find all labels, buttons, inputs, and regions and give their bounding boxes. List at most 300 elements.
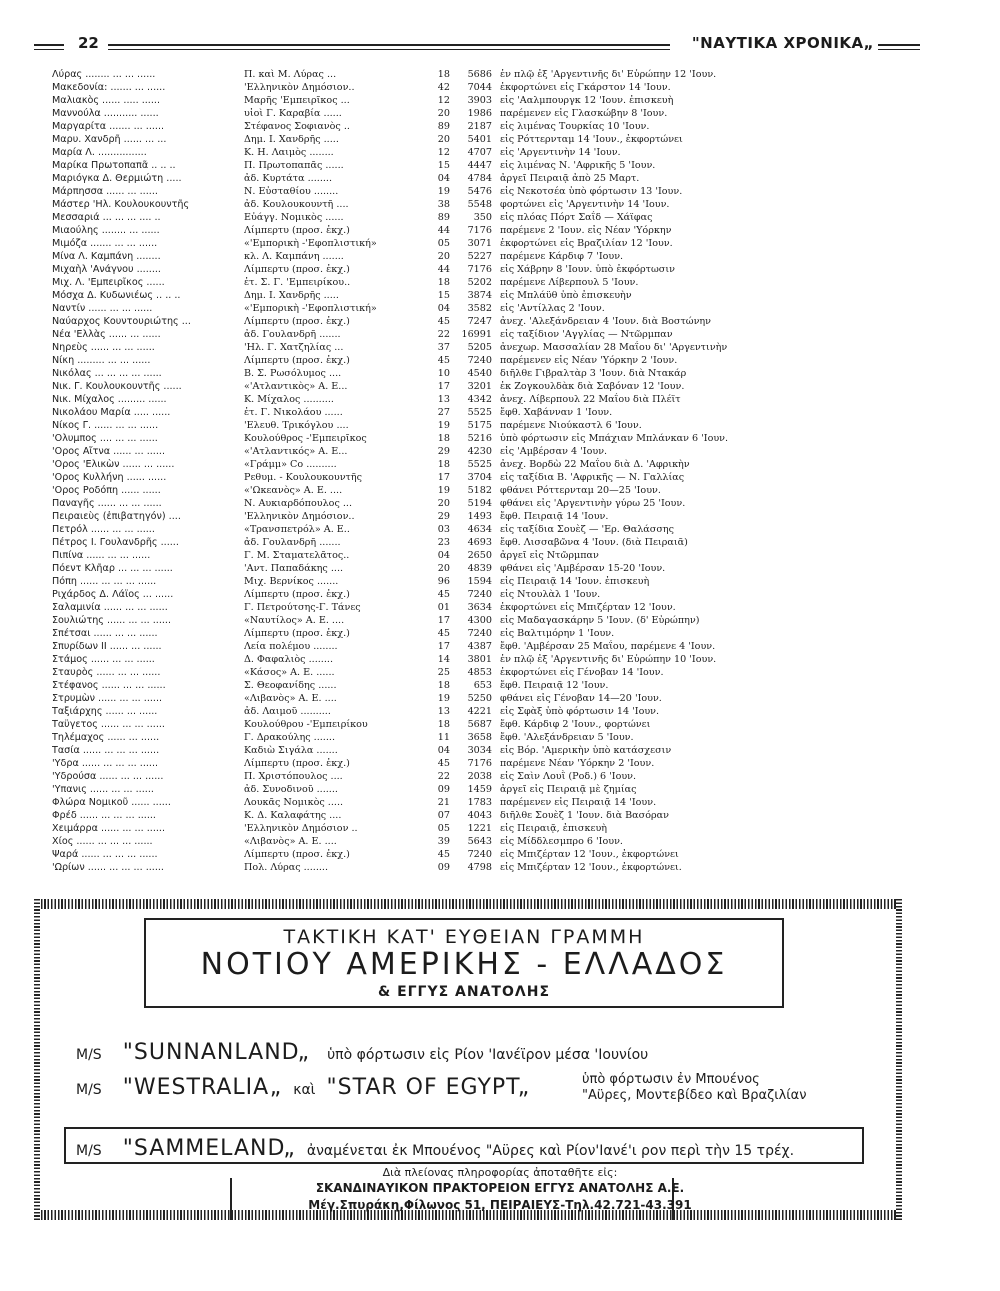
ship-position: φθάνει Ρόττερνταμ 20—25 'Ιουν. <box>500 485 661 496</box>
header-rule-middle <box>108 44 670 46</box>
ship-year: 25 <box>437 667 450 678</box>
ship-year: 20 <box>437 563 450 574</box>
info-line: Διὰ πλείονας πληροφορίας ἀποταθῆτε εἰς: <box>382 1166 618 1179</box>
ship-name: Τηλέμαχος ...... ... ...... <box>52 732 160 743</box>
ship-tonnage: 5525 <box>467 407 492 418</box>
ship-year: 29 <box>437 446 450 457</box>
ship-position: ἐκ Ζογκουλδὰκ διὰ Σαβόναν 12 'Ιουν. <box>500 381 685 392</box>
table-row <box>52 237 922 250</box>
ship-position: εἰς Μίδδλεσμπρο 6 'Ιουν. <box>500 836 623 847</box>
table-row <box>52 744 922 757</box>
ship-owner: Εὐάγγ. Νομικὸς ...... <box>244 212 344 223</box>
ship-position: ἔφθ. 'Αμβέρσαν 25 Μαΐου, παρέμενε 4 'Ιουν. <box>500 641 716 652</box>
table-row <box>52 172 922 185</box>
ship-name: Μαρίκα Πρωτοπαπᾶ .. .. .. <box>52 160 176 171</box>
ship-position: εἰς Βόρ. 'Αμερικὴν ὑπὸ κατάσχεσιν <box>500 745 672 756</box>
ad-ship-2-description <box>582 1072 807 1104</box>
ship-tonnage: 4221 <box>467 706 492 717</box>
ship-tonnage: 4693 <box>467 537 492 548</box>
ship-tonnage: 3801 <box>467 654 492 665</box>
table-row <box>52 159 922 172</box>
ship-year: 19 <box>437 420 450 431</box>
ship-name: Χειμάρρα ...... ... ... ...... <box>52 823 166 834</box>
table-row <box>52 289 922 302</box>
table-row <box>52 523 922 536</box>
ship-owner: Ν. Εὐσταθίου ........ <box>244 186 339 197</box>
ship-year: 45 <box>437 849 450 860</box>
ship-position: παρέμενεν εἰς Πειραιᾷ 14 'Ιουν. <box>500 797 657 808</box>
ship-owner: «Γράμμ» Co .......... <box>244 459 337 470</box>
table-row <box>52 146 922 159</box>
ship-year: 20 <box>437 251 450 262</box>
ship-position: εἰς Μαδαγασκάρην 5 'Ιουν. (δ' Εὐρώπην) <box>500 615 700 626</box>
ship-description: ἀναμένεται ἐκ Μπουένος "Αϋρες καὶ Ρίον'Ιανέ'ι ρον περὶ τὴν 15 τρέχ. <box>306 1143 795 1159</box>
ship-owner: 'Ελληνικὸν Δημόσιον.. <box>244 82 355 93</box>
advertisement-title-box <box>144 918 784 1008</box>
ship-position: ἀνεχ. Λίβερπουλ 22 Μαΐου διὰ Πλέϊτ <box>500 394 681 405</box>
table-row <box>52 224 922 237</box>
ship-owner: Λίμπερτυ (προσ. ἐκχ.) <box>244 628 350 639</box>
header-rule-right-thin <box>878 49 920 50</box>
ship-year: 18 <box>437 433 450 444</box>
ship-year: 44 <box>437 225 450 236</box>
ship-year: 18 <box>437 69 450 80</box>
ship-name: Πειραιεὺς (ἐπιβατηγόν) .... <box>52 511 181 522</box>
ship-owner: «Λιβανὸς» Α. Ε. .... <box>244 693 337 704</box>
ship-position: εἰς Σαὶν Λουῒ (Ροδ.) 6 'Ιουν. <box>500 771 637 782</box>
ship-year: 05 <box>437 823 450 834</box>
ship-tonnage: 4784 <box>467 173 492 184</box>
table-row <box>52 588 922 601</box>
ship-owner: Στέφανος Σοφιανὸς .. <box>244 121 350 132</box>
ship-year: 04 <box>437 745 450 756</box>
ship-year: 19 <box>437 693 450 704</box>
ship-name: Μαριόγκα Δ. Θερμιώτη ..... <box>52 173 182 184</box>
header-rule-left-thin <box>34 49 64 50</box>
ship-owner: «Τρανσπετρόλ» Α. Ε.. <box>244 524 350 535</box>
ship-tonnage: 5227 <box>467 251 492 262</box>
ship-year: 44 <box>437 264 450 275</box>
ship-year: 21 <box>437 797 450 808</box>
ship-owner: Κ. Δ. Καλαφάτης .... <box>244 810 342 821</box>
table-row <box>52 822 922 835</box>
ship-position: ὑπὸ φόρτωσιν εἰς Μπάχιαν Μπλάνκαν 6 'Ιουν. <box>500 433 729 444</box>
table-row <box>52 653 922 666</box>
table-row <box>52 107 922 120</box>
ship-year: 29 <box>437 511 450 522</box>
ship-year: 01 <box>437 602 450 613</box>
ship-name: Ναντίν ...... ... ... ...... <box>52 303 153 314</box>
table-row <box>52 861 922 874</box>
ship-tonnage: 4634 <box>467 524 492 535</box>
ship-year: 04 <box>437 550 450 561</box>
ship-position: εἰς Πειραιᾷ 14 'Ιουν. ἐπισκευὴ <box>500 576 650 587</box>
ship-name: 'Ορος Αἴτνα ...... ... ...... <box>52 446 165 457</box>
ship-position: ἔφθ. Λισσαβῶνα 4 'Ιουν. (διὰ Πειραιᾶ) <box>500 537 688 548</box>
ship-position: εἰς λιμένας Τουρκίας 10 'Ιουν. <box>500 121 650 132</box>
ship-position: ἔφθ. Πειραιᾷ 12 'Ιουν. <box>500 680 609 691</box>
table-row <box>52 562 922 575</box>
table-row <box>52 419 922 432</box>
ship-tonnage: 3874 <box>467 290 492 301</box>
table-row <box>52 536 922 549</box>
ship-position: εἰς ταξίδια Σουὲζ — 'Ερ. Θαλάσσης <box>500 524 674 535</box>
ship-owner: Λίμπερτυ (προσ. ἐκχ.) <box>244 589 350 600</box>
ship-name: Ριχάρδος Δ. Λάϊος ... ...... <box>52 589 174 600</box>
ship-year: 45 <box>437 628 450 639</box>
ad-ship-1 <box>76 1040 648 1065</box>
ship-position: εἰς Χάβρην 8 'Ιουν. ὑπὸ ἐκφόρτωσιν <box>500 264 675 275</box>
ship-tonnage: 7240 <box>467 355 492 366</box>
ship-year: 03 <box>437 524 450 535</box>
ship-tonnage: 350 <box>473 212 492 223</box>
ship-owner: Λίμπερτυ (προσ. ἐκχ.) <box>244 849 350 860</box>
ship-name: "WESTRALIA„ <box>122 1075 283 1100</box>
ship-name: Μιαούλης ........ ... ...... <box>52 225 160 236</box>
ship-position: φορτώνει εἰς 'Αργεντινὴν 14 'Ιουν. <box>500 199 670 210</box>
ship-year: 22 <box>437 329 450 340</box>
ship-tonnage: 5643 <box>467 836 492 847</box>
ship-position: ἀνεχ. 'Αλεξάνδρειαν 4 'Ιουν. διὰ Βοστώνην <box>500 316 712 327</box>
table-row <box>52 627 922 640</box>
ship-owner: Π. καὶ Μ. Λύρας ... <box>244 69 337 80</box>
ship-tonnage: 5216 <box>467 433 492 444</box>
ship-position: εἰς Πειραιᾷ, ἐπισκευὴ <box>500 823 608 834</box>
ship-position: εἰς 'Αμβέρσαν 4 'Ιουν. <box>500 446 608 457</box>
ship-owner: κλ. Λ. Καμπάνη ....... <box>244 251 344 262</box>
journal-title: "ΝΑΥΤΙΚΑ ΧΡΟΝΙΚΑ„ <box>691 34 874 52</box>
ship-name: Μεσσαριά ... ... ... .... .. <box>52 212 161 223</box>
ship-year: 09 <box>437 784 450 795</box>
ship-tonnage: 1986 <box>467 108 492 119</box>
ship-name: Σταυρὸς ...... ... ... ...... <box>52 667 161 678</box>
ship-position: φθάνει εἰς 'Αργεντινὴν γύρω 25 'Ιουν. <box>500 498 686 509</box>
table-row <box>52 81 922 94</box>
ship-year: 19 <box>437 485 450 496</box>
ship-tonnage: 5250 <box>467 693 492 704</box>
ship-name: Μιχ. Λ. 'Εμπειρῖκος ...... <box>52 277 165 288</box>
ship-tonnage: 7176 <box>467 264 492 275</box>
ship-owner: Λίμπερτυ (προσ. ἐκχ.) <box>244 355 350 366</box>
table-row <box>52 718 922 731</box>
ship-year: 20 <box>437 108 450 119</box>
ship-owner: Δημ. Ι. Χανδρῆς ..... <box>244 134 339 145</box>
ship-tonnage: 1493 <box>467 511 492 522</box>
ship-name: Χίος ...... ... ... ... ...... <box>52 836 153 847</box>
ship-tonnage: 5175 <box>467 420 492 431</box>
ship-tonnage: 1594 <box>467 576 492 587</box>
ship-name: "SUNNANLAND„ <box>122 1040 310 1065</box>
table-row <box>52 770 922 783</box>
ship-position: εἰς 'Αργεντινὴν 14 'Ιουν. <box>500 147 621 158</box>
table-row <box>52 484 922 497</box>
ship-prefix: M/S <box>76 1047 102 1063</box>
ship-year: 20 <box>437 498 450 509</box>
table-row <box>52 68 922 81</box>
ship-name: Πέτρος Ι. Γουλανδρῆς ...... <box>52 537 179 548</box>
agency-address: Μέγ.Σπυράκη,Φίλωνος 51, ΠΕΙΡΑΙΕΥΣ-Τηλ.42.721-43.391 <box>308 1198 692 1212</box>
ship-name-2: "STAR OF EGYPT„ <box>326 1075 531 1100</box>
table-row <box>52 120 922 133</box>
ship-name: Πόπη ...... ... ... ... ...... <box>52 576 157 587</box>
table-row <box>52 679 922 692</box>
ship-owner: Λίμπερτυ (προσ. ἐκχ.) <box>244 316 350 327</box>
ship-owner: Κ. Η. Λαιμὸς ........ <box>244 147 334 158</box>
ship-name: Μαλιακὸς ...... ..... ...... <box>52 95 160 106</box>
table-row <box>52 393 922 406</box>
ship-position: εἰς Νεκοτσέα ὑπὸ φόρτωσιν 13 'Ιουν. <box>500 186 683 197</box>
ship-position: παρέμενε Νέαν 'Υόρκην 2 'Ιουν. <box>500 758 655 769</box>
ship-year: 19 <box>437 186 450 197</box>
ship-name: Νίκη ......... ... ... ...... <box>52 355 151 366</box>
ship-owner: Γ. Δρακούλης ....... <box>244 732 336 743</box>
ship-year: 18 <box>437 719 450 730</box>
ship-name: Τασία ...... ... ... ... ...... <box>52 745 160 756</box>
ship-year: 42 <box>437 82 450 93</box>
ship-position: διῆλθε Γιβραλτὰρ 3 'Ιουν. διὰ Ντακάρ <box>500 368 687 379</box>
table-row <box>52 731 922 744</box>
ship-year: 96 <box>437 576 450 587</box>
table-row <box>52 354 922 367</box>
ship-year: 89 <box>437 121 450 132</box>
ship-position: ἔφθ. Χαβάνναν 1 'Ιουν. <box>500 407 613 418</box>
ship-name: Στρυμὼν ...... ... ... ...... <box>52 693 163 704</box>
ship-tonnage: 5205 <box>467 342 492 353</box>
ship-position: ἐκφορτώνει εἰς Βραζιλίαν 12 'Ιουν. <box>500 238 673 249</box>
ship-prefix: M/S <box>76 1143 102 1159</box>
ship-name: Ταϋγετος ...... ... ... ...... <box>52 719 165 730</box>
ship-owner: «'Ατλαντικός» Α. Ε... <box>244 446 348 457</box>
ship-name: Νικ. Γ. Κουλουκουντῆς ...... <box>52 381 182 392</box>
table-row <box>52 549 922 562</box>
ship-tonnage: 5182 <box>467 485 492 496</box>
ship-year: 15 <box>437 160 450 171</box>
ship-position: εἰς Μπιζέρταν 12 'Ιουν., ἐκφορτώνει. <box>500 862 682 873</box>
ship-name: Μίνα Λ. Καμπάνη ........ <box>52 251 161 262</box>
ship-name: Μιχαὴλ 'Ανάγνου ........ <box>52 264 161 275</box>
ship-owner: «'Εμπορικὴ -'Εφοπλιστική» <box>244 238 377 249</box>
ship-year: 10 <box>437 368 450 379</box>
ship-owner: Λίμπερτυ (προσ. ἐκχ.) <box>244 758 350 769</box>
ship-name: Πόεντ Κλῆαρ ... ... ... ...... <box>52 563 173 574</box>
ship-owner: Κ. Μίχαλος .......... <box>244 394 334 405</box>
ship-tonnage: 2650 <box>467 550 492 561</box>
ship-year: 18 <box>437 277 450 288</box>
ship-owner: Λεία πολέμου ........ <box>244 641 338 652</box>
ship-name: Πιπίνα ...... ... ... ...... <box>52 550 151 561</box>
ad-line-1: ΤΑΚΤΙΚΗ ΚΑΤ' ΕΥΘΕΙΑΝ ΓΡΑΜΜΗ <box>283 926 645 948</box>
table-row <box>52 809 922 822</box>
table-row <box>52 796 922 809</box>
ship-owner: Πολ. Λύρας ........ <box>244 862 329 873</box>
ship-owner: Γ. Πετρούτσης-Γ. Τάνες <box>244 602 361 613</box>
ship-year: 27 <box>437 407 450 418</box>
ship-position: εἰς λιμένας Ν. 'Αφρικῆς 5 'Ιουν. <box>500 160 656 171</box>
ship-position: παρέμενε 2 'Ιουν. εἰς Νέαν 'Υόρκην <box>500 225 672 236</box>
ship-name: Σπυρίδων ΙΙ ...... ... ...... <box>52 641 162 652</box>
ship-year: 45 <box>437 589 450 600</box>
ship-position: ἔφθ. Πειραιᾷ 14 'Ιουν. <box>500 511 609 522</box>
ship-year: 04 <box>437 173 450 184</box>
ship-owner: 'Ηλ. Γ. Χατζηλίας ... <box>244 342 344 353</box>
ship-position: φθάνει εἰς 'Αμβέρσαν 15-20 'Ιουν. <box>500 563 666 574</box>
ship-owner: Λίμπερτυ (προσ. ἐκχ.) <box>244 264 350 275</box>
ship-name: 'Ωρίων ...... ... ... ... ...... <box>52 862 164 873</box>
table-row <box>52 757 922 770</box>
ship-name: Ταξιάρχης ...... ... ...... <box>52 706 158 717</box>
header-rule-middle-thin <box>108 49 670 50</box>
ship-name: Μάρπησσα ...... ... ...... <box>52 186 158 197</box>
ship-name: Σπέτσαι ...... ... ... ...... <box>52 628 158 639</box>
ship-tonnage: 5401 <box>467 134 492 145</box>
ship-owner: ἀδ. Συνοδινοῦ ....... <box>244 784 338 795</box>
ship-tonnage: 4387 <box>467 641 492 652</box>
ship-year: 45 <box>437 758 450 769</box>
ship-name: "SAMMELAND„ <box>122 1136 296 1161</box>
ship-year: 23 <box>437 537 450 548</box>
ship-year: 45 <box>437 355 450 366</box>
ship-year: 17 <box>437 472 450 483</box>
ship-position: ἀνεχωρ. Μασσαλίαν 28 Μαΐου δι' 'Αργεντινὴν <box>500 342 728 353</box>
ad-ship-2 <box>76 1075 530 1100</box>
table-row <box>52 328 922 341</box>
ad-line-2: ΝΟΤΙΟΥ ΑΜΕΡΙΚΗΣ - ΕΛΛΑΔΟΣ <box>200 947 728 982</box>
table-row <box>52 614 922 627</box>
ship-tonnage: 7240 <box>467 849 492 860</box>
ship-tonnage: 1221 <box>467 823 492 834</box>
table-row <box>52 185 922 198</box>
ship-position: εἰς Ντουλὰλ 1 'Ιουν. <box>500 589 601 600</box>
ship-position: παρέμενεν εἰς Νέαν 'Υόρκην 2 'Ιουν. <box>500 355 678 366</box>
table-row <box>52 263 922 276</box>
ship-owner: «Ναυτίλος» Α. Ε. .... <box>244 615 345 626</box>
ship-tonnage: 5476 <box>467 186 492 197</box>
table-row <box>52 341 922 354</box>
ship-position: εἰς πλόας Πόρτ Σαΐδ — Χάϊφας <box>500 212 653 223</box>
ship-tonnage: 4707 <box>467 147 492 158</box>
ship-name: Μαννούλα ........... ...... <box>52 108 159 119</box>
ship-tonnage: 3658 <box>467 732 492 743</box>
ship-description-line-2: "Αϋρες, Μοντεβίδεο καὶ Βραζιλίαν <box>582 1088 807 1103</box>
ship-owner: Π. Πρωτοπαπᾶς ...... <box>244 160 344 171</box>
ad-ship-3 <box>76 1136 794 1161</box>
ship-name: Πετρόλ ...... ... ... ...... <box>52 524 155 535</box>
ship-position: εἰς Σφὰξ ὑπὸ φόρτωσιν 14 'Ιουν. <box>500 706 660 717</box>
ship-position: παρέμενε Λίβερπουλ 5 'Ιουν. <box>500 277 639 288</box>
ship-tonnage: 7044 <box>467 82 492 93</box>
table-row <box>52 250 922 263</box>
ship-owner: Κουλούθρου -'Εμπειρίκου <box>244 719 368 730</box>
ship-owner: «'Εμπορικὴ -'Εφοπλιστική» <box>244 303 377 314</box>
ship-tonnage: 1783 <box>467 797 492 808</box>
ship-tonnage: 4342 <box>467 394 492 405</box>
ship-year: 17 <box>437 381 450 392</box>
ship-tonnage: 4447 <box>467 160 492 171</box>
ship-owner: Μιχ. Βερνίκος ....... <box>244 576 339 587</box>
ship-owner: Μαρῆς 'Εμπειρῖκος ... <box>244 95 350 106</box>
ship-tonnage: 1459 <box>467 784 492 795</box>
ship-name: Νέα 'Ελλὰς ...... ... ...... <box>52 329 161 340</box>
ship-name: 'Ολυμπος .... ... ... ...... <box>52 433 158 444</box>
table-row <box>52 367 922 380</box>
table-row <box>52 640 922 653</box>
ad-line-3: & ΕΓΓΥΣ ΑΝΑΤΟΛΗΣ <box>377 984 551 1000</box>
ship-year: 07 <box>437 810 450 821</box>
ship-tonnage: 5686 <box>467 69 492 80</box>
ship-name: Μακεδονία: ....... ... ...... <box>52 82 166 93</box>
ship-tonnage: 5687 <box>467 719 492 730</box>
ship-owner: ἐτ. Σ. Γ. 'Εμπειρίκου.. <box>244 277 351 288</box>
ship-name: 'Υδρούσα ...... ... ... ...... <box>52 771 164 782</box>
table-row <box>52 276 922 289</box>
ship-owner: «Λιβανὸς» Α. Ε. .... <box>244 836 337 847</box>
ship-year: 89 <box>437 212 450 223</box>
ship-position: εἰς 'Αντίλλας 2 'Ιουν. <box>500 303 605 314</box>
table-row <box>52 432 922 445</box>
ship-position: ἀργεῖ εἰς Ντῶρμπαν <box>500 550 599 561</box>
ship-name: Μάστερ 'Ηλ. Κουλουκουντῆς <box>52 199 190 210</box>
header-rule-left <box>34 44 64 46</box>
ship-position: ἐν πλῷ ἐξ 'Αργεντινῆς δι' Εὐρώπην 12 'Ιουν. <box>500 69 717 80</box>
agency-name: ΣΚΑΝΔΙΝΑΥΙΚΟΝ ΠΡΑΚΤΟΡΕΙΟΝ ΕΓΓΥΣ ΑΝΑΤΟΛΗΣ Α.Ε. <box>315 1181 685 1195</box>
table-row <box>52 94 922 107</box>
ship-position: ἐν πλῷ ἐξ 'Αργεντινῆς δι' Εὐρώπην 10 'Ιουν. <box>500 654 717 665</box>
ship-position: εἰς 'Ααλμπουργκ 12 'Ιουν. ἐπισκευὴ <box>500 95 674 106</box>
ship-tonnage: 3582 <box>467 303 492 314</box>
ship-year: 22 <box>437 771 450 782</box>
ship-position: ἔφθ. Κάρδιφ 2 'Ιουν., φορτώνει <box>500 719 651 730</box>
table-row <box>52 510 922 523</box>
ship-year: 13 <box>437 706 450 717</box>
ship-prefix: M/S <box>76 1082 102 1098</box>
ship-owner: Κουλούθρος -'Εμπειρῖκος <box>244 433 367 444</box>
ship-positions-list <box>52 68 922 874</box>
ship-tonnage: 4853 <box>467 667 492 678</box>
ship-position: εἰς ταξίδια Β. 'Αφρικῆς — Ν. Γαλλίας <box>500 472 685 483</box>
table-row <box>52 666 922 679</box>
ship-name: 'Ορος Ροδόπη ...... ...... <box>52 485 161 496</box>
ship-tonnage: 5202 <box>467 277 492 288</box>
ship-year: 18 <box>437 680 450 691</box>
ship-name: Παναγῆς ...... ... ... ...... <box>52 498 162 509</box>
ship-name: Νικολάου Μαρία ..... ...... <box>52 407 171 418</box>
ship-owner: 'Ελληνικὸν Δημόσιον.. <box>244 511 355 522</box>
ship-owner: ἀδ. Γουλανδρῆ ....... <box>244 329 341 340</box>
table-row <box>52 497 922 510</box>
ship-owner: Ν. Αυκιαρδόπουλος ... <box>244 498 353 509</box>
ship-position: εἰς Ρόττερνταμ 14 'Ιουν., ἐκφορτώνει <box>500 134 683 145</box>
ship-tonnage: 7247 <box>467 316 492 327</box>
ship-owner: Δημ. Ι. Χανδρῆς ..... <box>244 290 339 301</box>
ship-position: παρέμενε Κάρδιφ 7 'Ιουν. <box>500 251 624 262</box>
table-row <box>52 133 922 146</box>
table-row <box>52 211 922 224</box>
ship-name: Σαλαμινία ...... ... ... ...... <box>52 602 168 613</box>
ship-tonnage: 5525 <box>467 459 492 470</box>
ship-position: εἰς Βαλτιμόρην 1 'Ιουν. <box>500 628 615 639</box>
ship-tonnage: 3201 <box>467 381 492 392</box>
ship-conjunction: καὶ <box>293 1082 316 1098</box>
ship-year: 15 <box>437 290 450 301</box>
ship-position: εἰς ταξίδιον 'Αγγλίας — Ντῶρμπαν <box>500 329 673 340</box>
ship-tonnage: 3634 <box>467 602 492 613</box>
ship-year: 17 <box>437 615 450 626</box>
ship-name: Νηρεὺς ...... ... ... ...... <box>52 342 155 353</box>
ship-name: Λύρας ........ ... ... ...... <box>52 69 156 80</box>
ship-owner: ἀδ. Γουλανδρῆ ....... <box>244 537 341 548</box>
ship-year: 37 <box>437 342 450 353</box>
ship-year: 12 <box>437 95 450 106</box>
